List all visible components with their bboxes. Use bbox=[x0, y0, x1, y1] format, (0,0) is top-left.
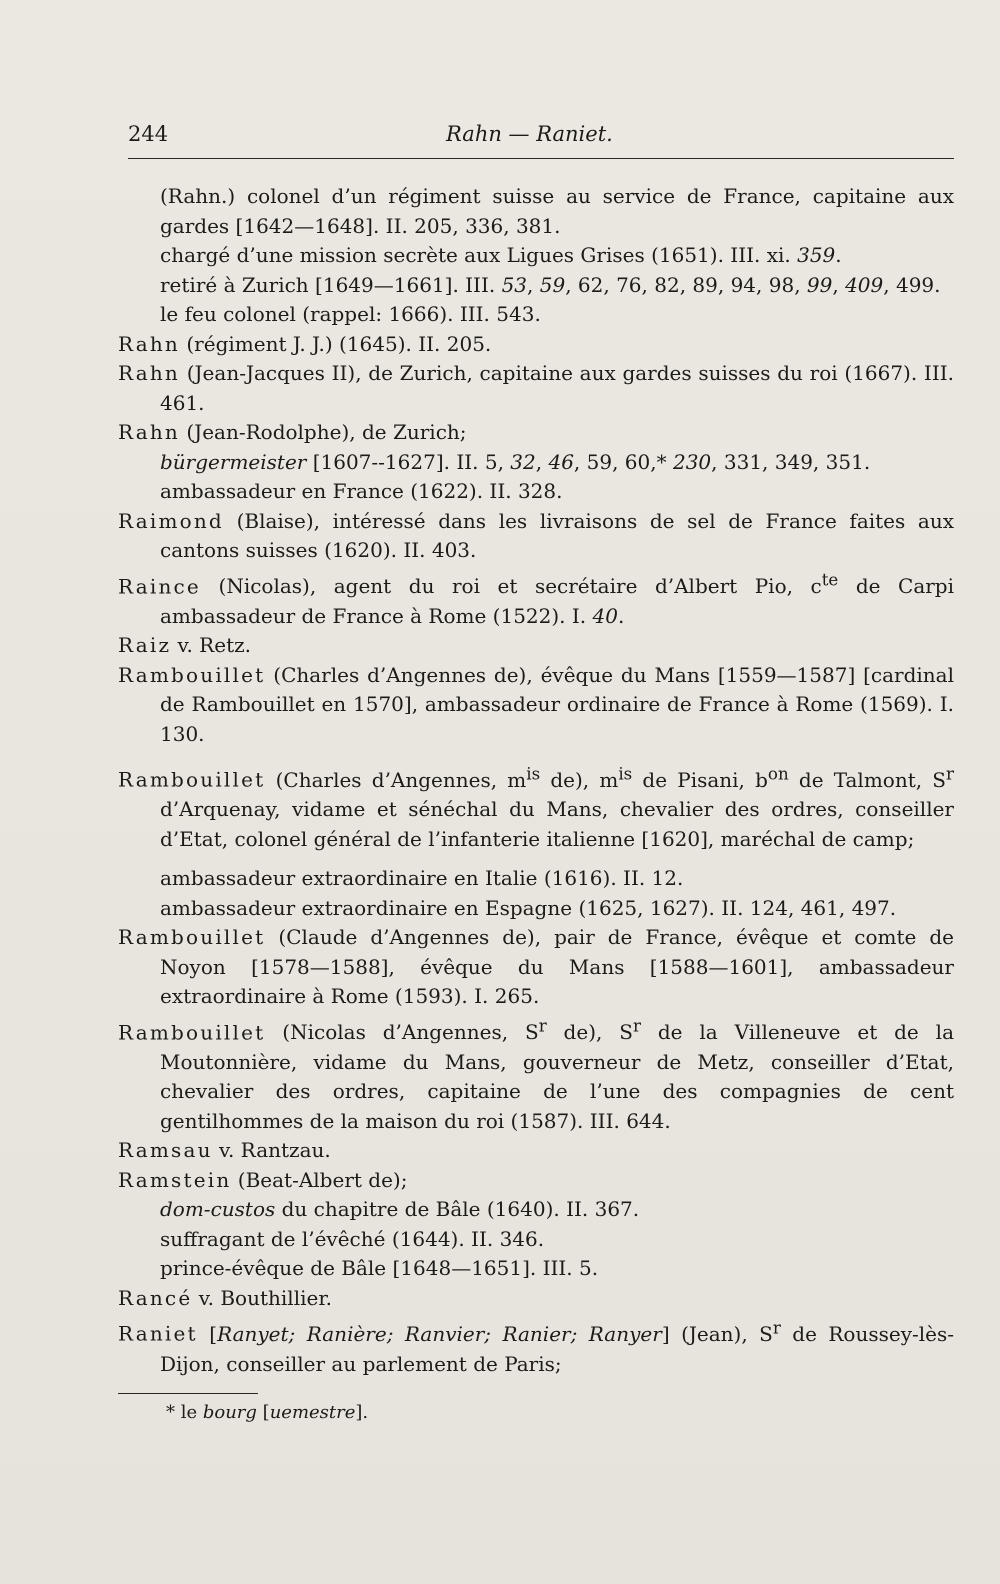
entry-headword: Raince bbox=[118, 574, 201, 599]
entry-text: ambassadeur en France (1622). II. 328. bbox=[160, 479, 563, 503]
entry-headword: Raiz bbox=[118, 633, 172, 658]
entry-headword: Rahn bbox=[118, 361, 181, 385]
index-subentry bbox=[118, 300, 954, 330]
entry-headword: Raimond bbox=[118, 508, 224, 533]
entry-text: v. Retz. bbox=[171, 633, 252, 658]
entry-text: prince-évêque de Bâle [1648—1651]. III. 5. bbox=[160, 1256, 599, 1281]
entry-headword: Rahn bbox=[118, 420, 181, 444]
index-entry bbox=[118, 759, 954, 854]
index-subentry bbox=[118, 271, 954, 301]
entry-text: chargé d’une mission secrète aux Ligues Grises (1651). III. xi. 359. bbox=[160, 243, 842, 267]
entry-text: [Ranyet; Ranière; Ranvier; Ranier; Ranyer] (Jean), $S^r$ de Roussey-lès-Dijon, conseiller au parlement de Paris; bbox=[160, 1318, 955, 1376]
entry-text: (Nicolas), agent du roi et secrétaire d’Albert Pio, $c^{te}$ de Carpi ambassadeur de France à Rome (1522). I. 40. bbox=[160, 570, 955, 628]
entry-text: (Jean-Jacques II), de Zurich, capitaine aux gardes suisses du roi (1667). III. 461. bbox=[160, 361, 954, 415]
index-entry bbox=[118, 1136, 954, 1166]
entry-text: bürgermeister [1607--1627]. II. 5, 32, 46, 59, 60,* 230, 331, 349, 351. bbox=[160, 449, 871, 474]
page-header bbox=[128, 122, 954, 159]
entry-text: suffragant de l’évêché (1644). II. 346. bbox=[160, 1226, 545, 1251]
entry-headword: Rahn bbox=[118, 331, 181, 356]
entry-headword: Rambouillet bbox=[118, 662, 266, 687]
entry-text: ambassadeur extraordinaire en Espagne (1625, 1627). II. 124, 461, 497. bbox=[160, 895, 897, 920]
index-entries bbox=[118, 182, 954, 1379]
index-entry bbox=[118, 566, 954, 632]
index-subentry bbox=[118, 241, 954, 271]
entry-headword: Rambouillet bbox=[118, 925, 266, 950]
index-entry bbox=[118, 1313, 954, 1379]
entry-text: dom-custos du chapitre de Bâle (1640). II. 367. bbox=[160, 1197, 640, 1222]
index-subentry bbox=[118, 1225, 954, 1255]
entry-text: v. Bouthillier. bbox=[192, 1285, 333, 1310]
index-entry bbox=[118, 1166, 954, 1196]
entry-headword: Ramsau bbox=[118, 1138, 213, 1163]
entry-text: (régiment J. J.) (1645). II. 205. bbox=[180, 331, 492, 356]
index-subentry bbox=[118, 894, 954, 924]
footnote: * le bourg [uemestre]. bbox=[166, 1402, 369, 1423]
entry-headword: Rambouillet bbox=[118, 1020, 266, 1045]
entry-text: (Jean-Rodolphe), de Zurich; bbox=[180, 420, 467, 444]
index-subentry bbox=[118, 448, 954, 478]
entry-headword: Raniet bbox=[118, 1322, 198, 1347]
index-subentry bbox=[118, 182, 954, 241]
index-subentry bbox=[118, 1254, 954, 1284]
index-entry bbox=[118, 507, 954, 566]
entry-text: le feu colonel (rappel: 1666). III. 543. bbox=[160, 302, 541, 326]
entry-text: retiré à Zurich [1649—1661]. III. 53, 59, 62, 76, 82, 89, 94, 98, 99, 409, 499. bbox=[160, 272, 941, 297]
entry-headword: Rambouillet bbox=[118, 767, 266, 792]
entry-headword: Ramstein bbox=[118, 1167, 232, 1192]
page-number: 244 bbox=[128, 122, 169, 146]
index-entry bbox=[118, 1284, 954, 1314]
index-subentry bbox=[118, 1195, 954, 1225]
entry-text: (Charles d’Angennes, $m^{is}$ de), $m^{is}$ de Pisani, $b^{on}$ de Talmont, $S^r$ d’Arquenay, vidame et sénéchal du Mans, chevalier des ordres, conseiller d’Etat, colonel général de l’infanterie italienne [1620], maréchal de camp; bbox=[160, 764, 954, 851]
entry-text: (Blaise), intéressé dans les livraisons de sel de France faites aux cantons suisses (1620). II. 403. bbox=[160, 508, 954, 562]
entry-text: (Charles d’Angennes de), évêque du Mans [1559—1587] [cardinal de Rambouillet en 1570], ambassadeur ordinaire de France à Rome (1569). I. 130. bbox=[160, 662, 954, 746]
entry-text: ambassadeur extraordinaire en Italie (1616). II. 12. bbox=[160, 866, 684, 891]
index-entry bbox=[118, 661, 954, 750]
entry-text: (Beat-Albert de); bbox=[231, 1167, 408, 1192]
index-entry bbox=[118, 1012, 954, 1137]
entry-text: (Rahn.) colonel d’un régiment suisse au service de France, capitaine aux gardes [1642—1648]. II. 205, 336, 381. bbox=[160, 184, 954, 238]
index-entry bbox=[118, 631, 954, 661]
index-entry bbox=[118, 330, 954, 360]
entry-text: (Claude d’Angennes de), pair de France, évêque et comte de Noyon [1578—1588], évêque du Mans [1588—1601], ambassadeur extraordinaire à Rome (1593). I. 265. bbox=[160, 925, 954, 1009]
index-entry bbox=[118, 359, 954, 418]
running-title: Rahn — Raniet. bbox=[446, 122, 613, 146]
index-entry bbox=[118, 923, 954, 1012]
entry-headword: Rancé bbox=[118, 1285, 193, 1310]
index-subentry bbox=[118, 864, 954, 894]
index-subentry bbox=[118, 477, 954, 507]
entry-text: v. Rantzau. bbox=[212, 1138, 331, 1163]
entry-text: (Nicolas d’Angennes, $S^r$ de), $S^r$ de la Villeneuve et de la Moutonnière, vidame du Mans, gouverneur de Metz, conseiller d’Etat, chevalier des ordres, capitaine de l’une des compagnies de cent gentilhommes de la maison du roi (1587). III. 644. bbox=[160, 1016, 954, 1133]
footnote-rule bbox=[118, 1393, 258, 1394]
index-entry bbox=[118, 418, 954, 448]
